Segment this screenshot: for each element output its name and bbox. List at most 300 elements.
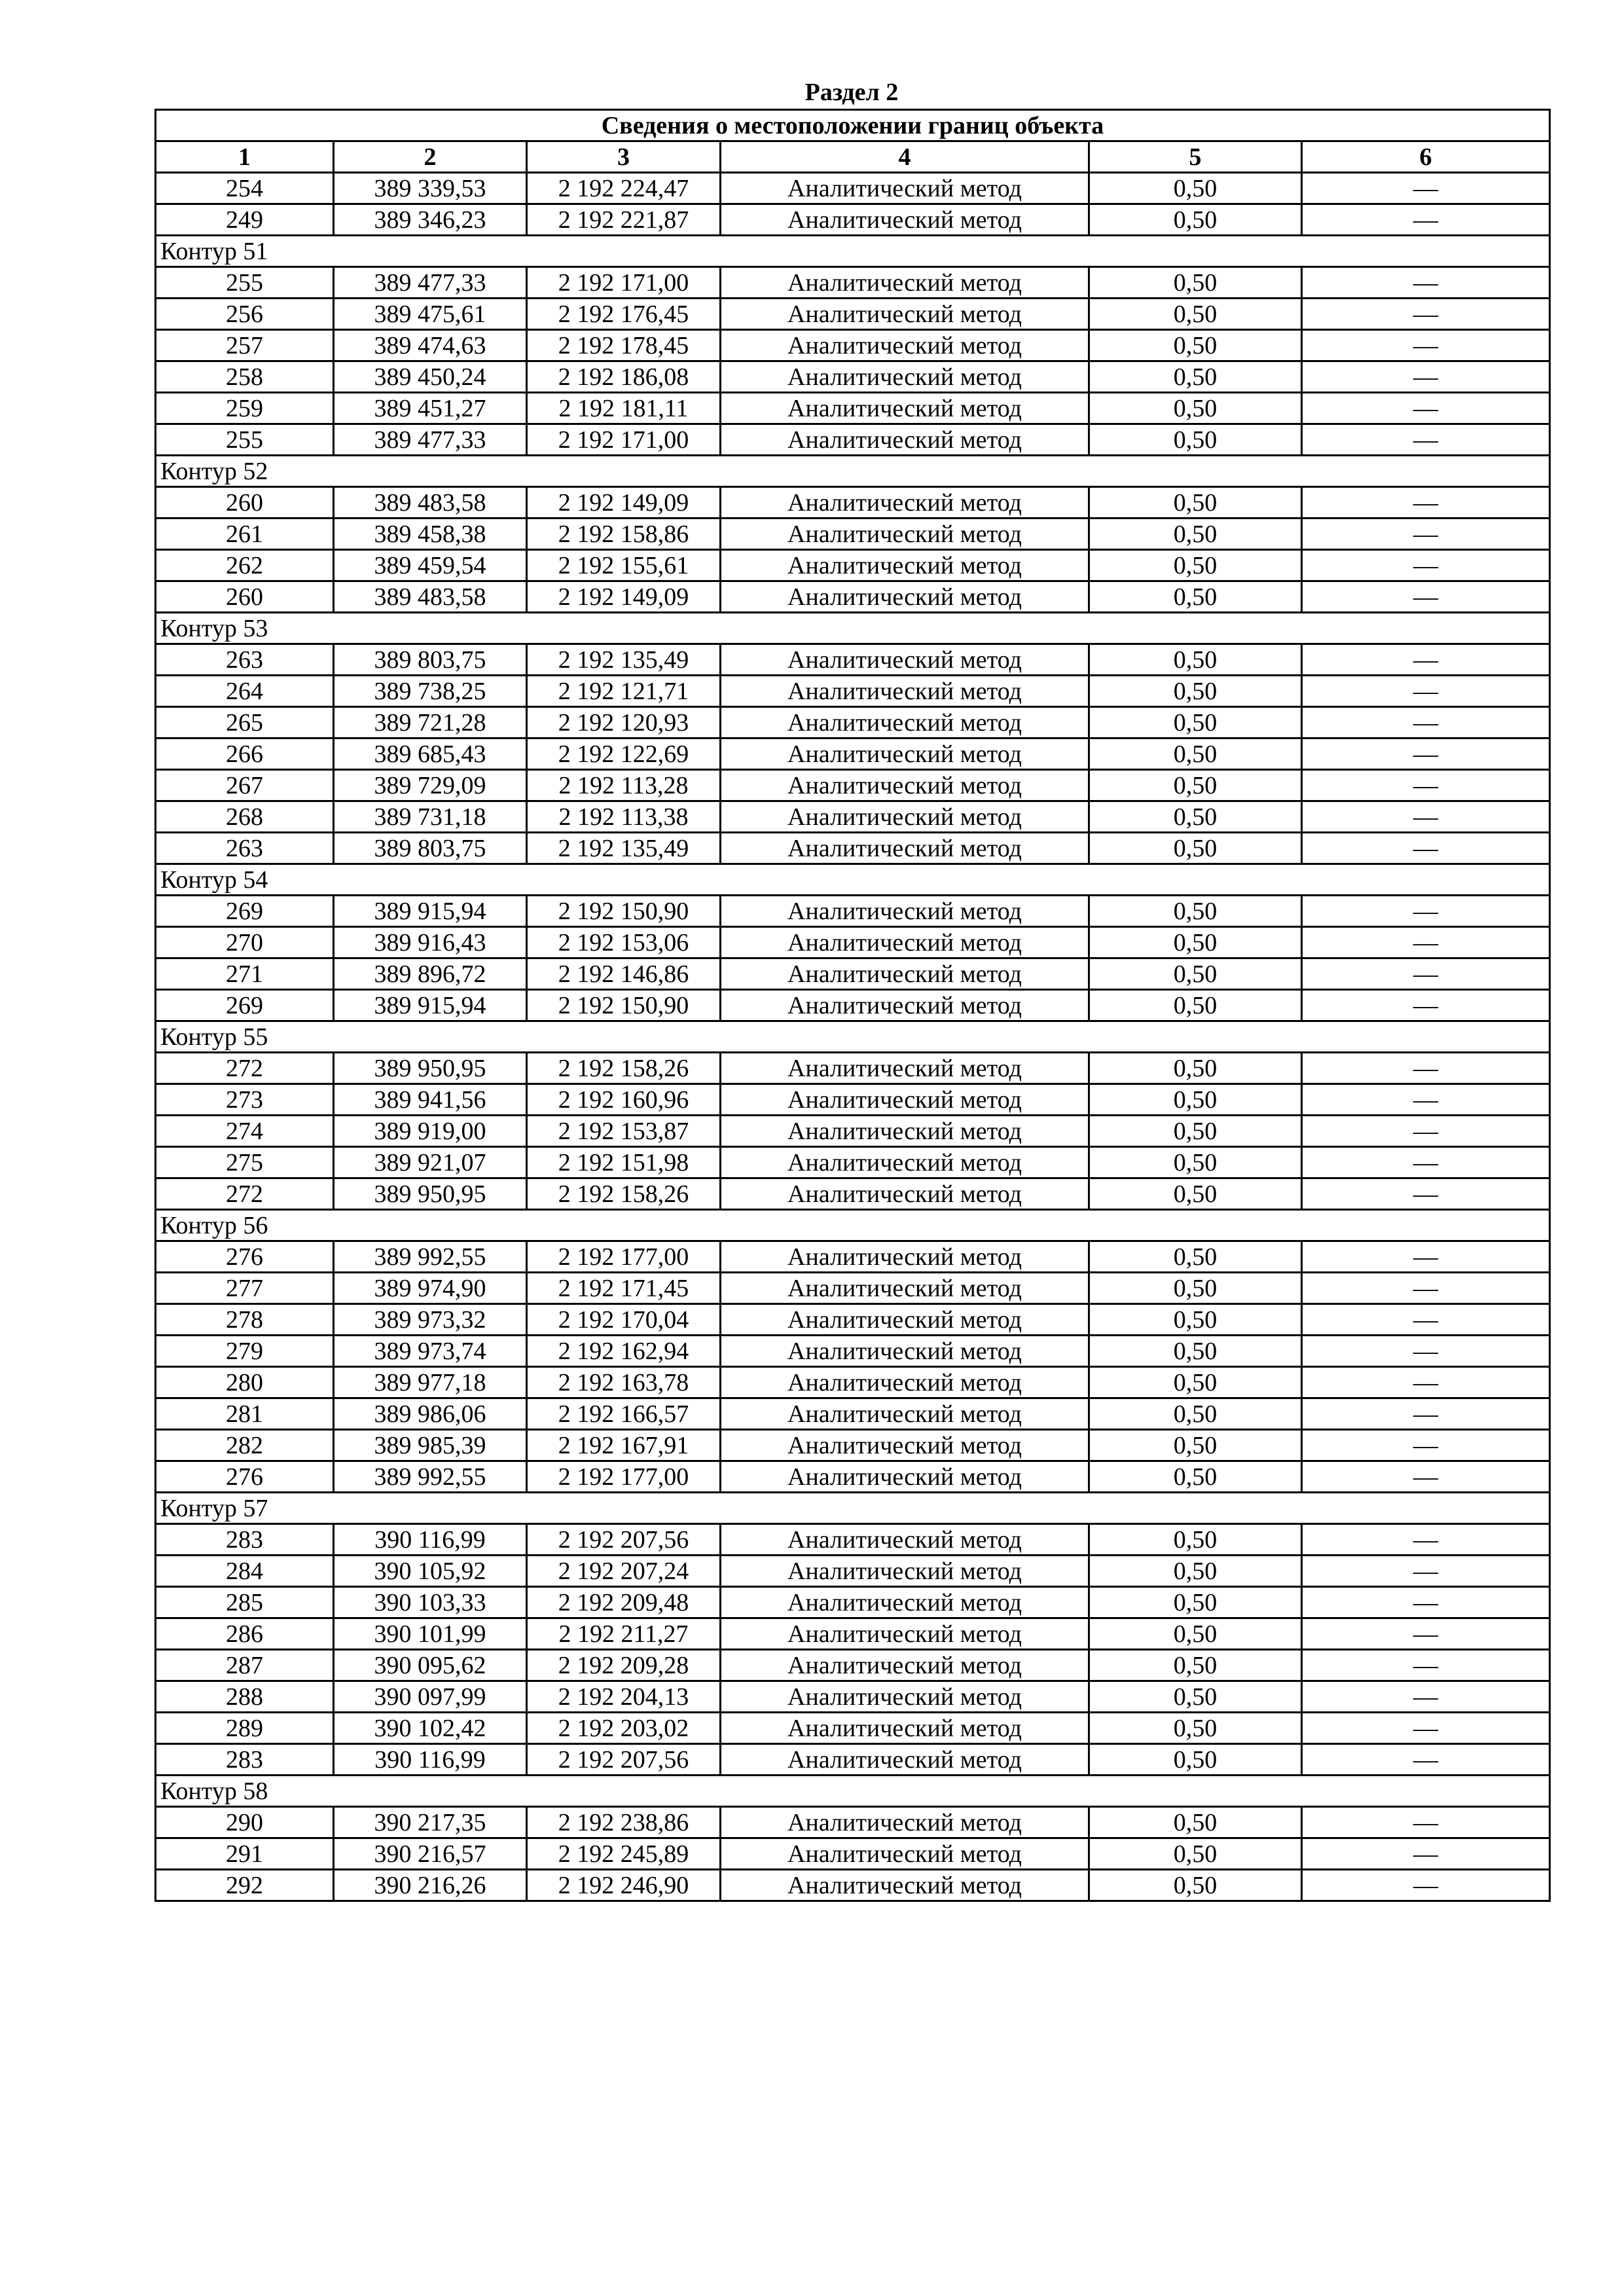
y-coordinate-cell: 2 192 135,49 [527,833,721,864]
x-coordinate-cell: 389 992,55 [334,1241,527,1273]
x-coordinate-cell: 389 919,00 [334,1116,527,1147]
x-coordinate-cell: 389 339,53 [334,173,527,204]
method-cell: Аналитический метод [721,1650,1089,1681]
point-number-cell: 286 [156,1618,334,1650]
description-cell: — [1302,1870,1550,1901]
y-coordinate-cell: 2 192 203,02 [527,1713,721,1744]
accuracy-cell: 0,50 [1089,330,1302,361]
x-coordinate-cell: 389 474,63 [334,330,527,361]
method-cell: Аналитический метод [721,1273,1089,1304]
x-coordinate-cell: 390 116,99 [334,1524,527,1556]
x-coordinate-cell: 390 105,92 [334,1556,527,1587]
accuracy-cell: 0,50 [1089,1650,1302,1681]
description-cell: — [1302,927,1550,958]
y-coordinate-cell: 2 192 177,00 [527,1461,721,1493]
contour-row [156,1210,1550,1241]
x-coordinate-cell: 389 803,75 [334,644,527,676]
method-cell: Аналитический метод [721,393,1089,424]
x-coordinate-cell: 389 738,25 [334,676,527,707]
contour-row [156,1776,1550,1807]
method-cell: Аналитический метод [721,1241,1089,1273]
y-coordinate-cell: 2 192 113,38 [527,801,721,833]
x-coordinate-cell: 389 477,33 [334,424,527,456]
y-coordinate-cell: 2 192 176,45 [527,299,721,330]
table-row [156,581,1550,613]
point-number-cell: 274 [156,1116,334,1147]
x-coordinate-cell: 390 103,33 [334,1587,527,1618]
table-row [156,927,1550,958]
point-number-cell: 267 [156,770,334,801]
method-cell: Аналитический метод [721,990,1089,1021]
accuracy-cell: 0,50 [1089,204,1302,236]
y-coordinate-cell: 2 192 160,96 [527,1084,721,1116]
description-cell: — [1302,1461,1550,1493]
x-coordinate-cell: 389 721,28 [334,707,527,738]
method-cell: Аналитический метод [721,927,1089,958]
point-number-cell: 287 [156,1650,334,1681]
table-row [156,361,1550,393]
accuracy-cell: 0,50 [1089,1053,1302,1084]
point-number-cell: 282 [156,1430,334,1461]
y-coordinate-cell: 2 192 177,00 [527,1241,721,1273]
accuracy-cell: 0,50 [1089,1807,1302,1838]
method-cell: Аналитический метод [721,361,1089,393]
x-coordinate-cell: 389 475,61 [334,299,527,330]
table-row [156,1241,1550,1273]
table-row [156,1524,1550,1556]
x-coordinate-cell: 390 095,62 [334,1650,527,1681]
table-row [156,1304,1550,1336]
x-coordinate-cell: 390 216,26 [334,1870,527,1901]
method-cell: Аналитический метод [721,267,1089,299]
table-row [156,833,1550,864]
accuracy-cell: 0,50 [1089,1116,1302,1147]
description-cell: — [1302,1367,1550,1398]
table-row [156,801,1550,833]
method-cell: Аналитический метод [721,1838,1089,1870]
accuracy-cell: 0,50 [1089,738,1302,770]
table-row [156,1807,1550,1838]
y-coordinate-cell: 2 192 171,45 [527,1273,721,1304]
description-cell: — [1302,1587,1550,1618]
accuracy-cell: 0,50 [1089,676,1302,707]
table-row [156,1650,1550,1681]
table-row [156,707,1550,738]
description-cell: — [1302,1116,1550,1147]
contour-label: Контур 58 [156,1776,1550,1807]
point-number-cell: 276 [156,1461,334,1493]
y-coordinate-cell: 2 192 158,26 [527,1178,721,1210]
y-coordinate-cell: 2 192 149,09 [527,581,721,613]
y-coordinate-cell: 2 192 153,87 [527,1116,721,1147]
y-coordinate-cell: 2 192 186,08 [527,361,721,393]
y-coordinate-cell: 2 192 146,86 [527,958,721,990]
accuracy-cell: 0,50 [1089,833,1302,864]
description-cell: — [1302,958,1550,990]
y-coordinate-cell: 2 192 167,91 [527,1430,721,1461]
point-number-cell: 275 [156,1147,334,1178]
point-number-cell: 284 [156,1556,334,1587]
table-row [156,896,1550,927]
table-row [156,267,1550,299]
column-number: 4 [721,141,1089,173]
description-cell: — [1302,1524,1550,1556]
point-number-cell: 260 [156,487,334,519]
description-cell: — [1302,1398,1550,1430]
description-cell: — [1302,896,1550,927]
accuracy-cell: 0,50 [1089,424,1302,456]
y-coordinate-cell: 2 192 166,57 [527,1398,721,1430]
point-number-cell: 277 [156,1273,334,1304]
description-cell: — [1302,393,1550,424]
description-cell: — [1302,173,1550,204]
y-coordinate-cell: 2 192 158,26 [527,1053,721,1084]
accuracy-cell: 0,50 [1089,1618,1302,1650]
description-cell: — [1302,707,1550,738]
description-cell: — [1302,1744,1550,1776]
method-cell: Аналитический метод [721,1524,1089,1556]
y-coordinate-cell: 2 192 162,94 [527,1336,721,1367]
x-coordinate-cell: 389 450,24 [334,361,527,393]
description-cell: — [1302,644,1550,676]
section-title: Раздел 2 [804,79,899,106]
column-number: 1 [156,141,334,173]
point-number-cell: 288 [156,1681,334,1713]
table-row [156,1461,1550,1493]
table-row [156,299,1550,330]
accuracy-cell: 0,50 [1089,1681,1302,1713]
y-coordinate-cell: 2 192 150,90 [527,990,721,1021]
x-coordinate-cell: 389 985,39 [334,1430,527,1461]
point-number-cell: 283 [156,1524,334,1556]
method-cell: Аналитический метод [721,1053,1089,1084]
description-cell: — [1302,1241,1550,1273]
description-cell: — [1302,1713,1550,1744]
x-coordinate-cell: 390 216,57 [334,1838,527,1870]
table-row [156,1838,1550,1870]
x-coordinate-cell: 389 921,07 [334,1147,527,1178]
point-number-cell: 269 [156,896,334,927]
accuracy-cell: 0,50 [1089,393,1302,424]
description-cell: — [1302,550,1550,581]
point-number-cell: 281 [156,1398,334,1430]
method-cell: Аналитический метод [721,424,1089,456]
point-number-cell: 249 [156,204,334,236]
method-cell: Аналитический метод [721,1304,1089,1336]
point-number-cell: 263 [156,833,334,864]
x-coordinate-cell: 390 097,99 [334,1681,527,1713]
point-number-cell: 265 [156,707,334,738]
column-number: 5 [1089,141,1302,173]
y-coordinate-cell: 2 192 153,06 [527,927,721,958]
x-coordinate-cell: 389 458,38 [334,519,527,550]
table-row [156,519,1550,550]
description-cell: — [1302,1650,1550,1681]
contour-row [156,864,1550,896]
table-row [156,1556,1550,1587]
point-number-cell: 271 [156,958,334,990]
table-row [156,676,1550,707]
description-cell: — [1302,1147,1550,1178]
point-number-cell: 264 [156,676,334,707]
accuracy-cell: 0,50 [1089,581,1302,613]
method-cell: Аналитический метод [721,1367,1089,1398]
point-number-cell: 258 [156,361,334,393]
method-cell: Аналитический метод [721,1430,1089,1461]
accuracy-cell: 0,50 [1089,1178,1302,1210]
description-cell: — [1302,990,1550,1021]
accuracy-cell: 0,50 [1089,1398,1302,1430]
accuracy-cell: 0,50 [1089,990,1302,1021]
method-cell: Аналитический метод [721,1681,1089,1713]
point-number-cell: 254 [156,173,334,204]
method-cell: Аналитический метод [721,1744,1089,1776]
accuracy-cell: 0,50 [1089,1461,1302,1493]
point-number-cell: 256 [156,299,334,330]
y-coordinate-cell: 2 192 170,04 [527,1304,721,1336]
x-coordinate-cell: 389 973,74 [334,1336,527,1367]
method-cell: Аналитический метод [721,519,1089,550]
table-row [156,393,1550,424]
point-number-cell: 280 [156,1367,334,1398]
table-row [156,1744,1550,1776]
table-row [156,958,1550,990]
x-coordinate-cell: 389 803,75 [334,833,527,864]
description-cell: — [1302,1807,1550,1838]
method-cell: Аналитический метод [721,204,1089,236]
method-cell: Аналитический метод [721,330,1089,361]
x-coordinate-cell: 389 459,54 [334,550,527,581]
column-number-row [156,141,1550,173]
y-coordinate-cell: 2 192 155,61 [527,550,721,581]
point-number-cell: 266 [156,738,334,770]
method-cell: Аналитический метод [721,487,1089,519]
accuracy-cell: 0,50 [1089,1838,1302,1870]
y-coordinate-cell: 2 192 178,45 [527,330,721,361]
contour-row [156,456,1550,487]
description-cell: — [1302,424,1550,456]
description-cell: — [1302,519,1550,550]
table-row [156,1398,1550,1430]
description-cell: — [1302,738,1550,770]
boundary-table [154,109,1551,1902]
contour-label: Контур 51 [156,236,1550,267]
description-cell: — [1302,801,1550,833]
point-number-cell: 278 [156,1304,334,1336]
point-number-cell: 270 [156,927,334,958]
point-number-cell: 290 [156,1807,334,1838]
contour-row [156,613,1550,644]
y-coordinate-cell: 2 192 158,86 [527,519,721,550]
method-cell: Аналитический метод [721,1178,1089,1210]
point-number-cell: 283 [156,1744,334,1776]
x-coordinate-cell: 389 477,33 [334,267,527,299]
description-cell: — [1302,267,1550,299]
point-number-cell: 263 [156,644,334,676]
accuracy-cell: 0,50 [1089,927,1302,958]
description-cell: — [1302,1556,1550,1587]
accuracy-cell: 0,50 [1089,707,1302,738]
x-coordinate-cell: 389 346,23 [334,204,527,236]
method-cell: Аналитический метод [721,1461,1089,1493]
accuracy-cell: 0,50 [1089,770,1302,801]
table-row [156,770,1550,801]
method-cell: Аналитический метод [721,958,1089,990]
method-cell: Аналитический метод [721,1556,1089,1587]
table-row [156,1273,1550,1304]
point-number-cell: 255 [156,267,334,299]
point-number-cell: 261 [156,519,334,550]
y-coordinate-cell: 2 192 151,98 [527,1147,721,1178]
description-cell: — [1302,487,1550,519]
y-coordinate-cell: 2 192 246,90 [527,1870,721,1901]
table-row [156,1053,1550,1084]
y-coordinate-cell: 2 192 120,93 [527,707,721,738]
y-coordinate-cell: 2 192 224,47 [527,173,721,204]
accuracy-cell: 0,50 [1089,1587,1302,1618]
description-cell: — [1302,299,1550,330]
x-coordinate-cell: 389 483,58 [334,487,527,519]
point-number-cell: 260 [156,581,334,613]
accuracy-cell: 0,50 [1089,267,1302,299]
table-row [156,1367,1550,1398]
table-row [156,330,1550,361]
contour-label: Контур 56 [156,1210,1550,1241]
column-number: 3 [527,141,721,173]
accuracy-cell: 0,50 [1089,1147,1302,1178]
y-coordinate-cell: 2 192 135,49 [527,644,721,676]
y-coordinate-cell: 2 192 204,13 [527,1681,721,1713]
accuracy-cell: 0,50 [1089,1744,1302,1776]
method-cell: Аналитический метод [721,1398,1089,1430]
contour-row [156,1021,1550,1053]
x-coordinate-cell: 389 977,18 [334,1367,527,1398]
method-cell: Аналитический метод [721,1116,1089,1147]
description-cell: — [1302,204,1550,236]
contour-label: Контур 55 [156,1021,1550,1053]
table-row [156,644,1550,676]
method-cell: Аналитический метод [721,833,1089,864]
x-coordinate-cell: 389 973,32 [334,1304,527,1336]
point-number-cell: 273 [156,1084,334,1116]
table-row [156,1681,1550,1713]
point-number-cell: 292 [156,1870,334,1901]
y-coordinate-cell: 2 192 207,56 [527,1524,721,1556]
y-coordinate-cell: 2 192 238,86 [527,1807,721,1838]
description-cell: — [1302,1053,1550,1084]
accuracy-cell: 0,50 [1089,299,1302,330]
method-cell: Аналитический метод [721,644,1089,676]
accuracy-cell: 0,50 [1089,801,1302,833]
accuracy-cell: 0,50 [1089,1336,1302,1367]
x-coordinate-cell: 389 915,94 [334,896,527,927]
y-coordinate-cell: 2 192 209,48 [527,1587,721,1618]
accuracy-cell: 0,50 [1089,644,1302,676]
table-row [156,1178,1550,1210]
x-coordinate-cell: 389 992,55 [334,1461,527,1493]
accuracy-cell: 0,50 [1089,519,1302,550]
table-row [156,990,1550,1021]
point-number-cell: 279 [156,1336,334,1367]
description-cell: — [1302,1304,1550,1336]
description-cell: — [1302,1681,1550,1713]
y-coordinate-cell: 2 192 113,28 [527,770,721,801]
y-coordinate-cell: 2 192 150,90 [527,896,721,927]
method-cell: Аналитический метод [721,801,1089,833]
table-row [156,1618,1550,1650]
y-coordinate-cell: 2 192 211,27 [527,1618,721,1650]
table-row [156,550,1550,581]
contour-row [156,236,1550,267]
table-row [156,738,1550,770]
accuracy-cell: 0,50 [1089,173,1302,204]
accuracy-cell: 0,50 [1089,958,1302,990]
column-number: 2 [334,141,527,173]
method-cell: Аналитический метод [721,1587,1089,1618]
method-cell: Аналитический метод [721,1336,1089,1367]
y-coordinate-cell: 2 192 149,09 [527,487,721,519]
method-cell: Аналитический метод [721,676,1089,707]
contour-label: Контур 57 [156,1493,1550,1524]
accuracy-cell: 0,50 [1089,1241,1302,1273]
accuracy-cell: 0,50 [1089,1556,1302,1587]
y-coordinate-cell: 2 192 209,28 [527,1650,721,1681]
method-cell: Аналитический метод [721,707,1089,738]
table-row [156,204,1550,236]
x-coordinate-cell: 389 729,09 [334,770,527,801]
description-cell: — [1302,676,1550,707]
description-cell: — [1302,330,1550,361]
table-row [156,487,1550,519]
x-coordinate-cell: 389 916,43 [334,927,527,958]
table-row [156,1336,1550,1367]
y-coordinate-cell: 2 192 171,00 [527,267,721,299]
method-cell: Аналитический метод [721,173,1089,204]
description-cell: — [1302,1178,1550,1210]
accuracy-cell: 0,50 [1089,1084,1302,1116]
accuracy-cell: 0,50 [1089,1524,1302,1556]
description-cell: — [1302,1838,1550,1870]
method-cell: Аналитический метод [721,299,1089,330]
y-coordinate-cell: 2 192 163,78 [527,1367,721,1398]
accuracy-cell: 0,50 [1089,361,1302,393]
accuracy-cell: 0,50 [1089,1713,1302,1744]
accuracy-cell: 0,50 [1089,1304,1302,1336]
table-row [156,1147,1550,1178]
y-coordinate-cell: 2 192 207,56 [527,1744,721,1776]
table-row [156,173,1550,204]
description-cell: — [1302,1273,1550,1304]
x-coordinate-cell: 389 915,94 [334,990,527,1021]
accuracy-cell: 0,50 [1089,487,1302,519]
method-cell: Аналитический метод [721,738,1089,770]
column-number: 6 [1302,141,1550,173]
x-coordinate-cell: 389 483,58 [334,581,527,613]
accuracy-cell: 0,50 [1089,896,1302,927]
description-cell: — [1302,1336,1550,1367]
y-coordinate-cell: 2 192 122,69 [527,738,721,770]
method-cell: Аналитический метод [721,1147,1089,1178]
point-number-cell: 272 [156,1178,334,1210]
point-number-cell: 291 [156,1838,334,1870]
description-cell: — [1302,1084,1550,1116]
x-coordinate-cell: 389 731,18 [334,801,527,833]
method-cell: Аналитический метод [721,550,1089,581]
y-coordinate-cell: 2 192 121,71 [527,676,721,707]
x-coordinate-cell: 390 102,42 [334,1713,527,1744]
point-number-cell: 289 [156,1713,334,1744]
contour-label: Контур 52 [156,456,1550,487]
